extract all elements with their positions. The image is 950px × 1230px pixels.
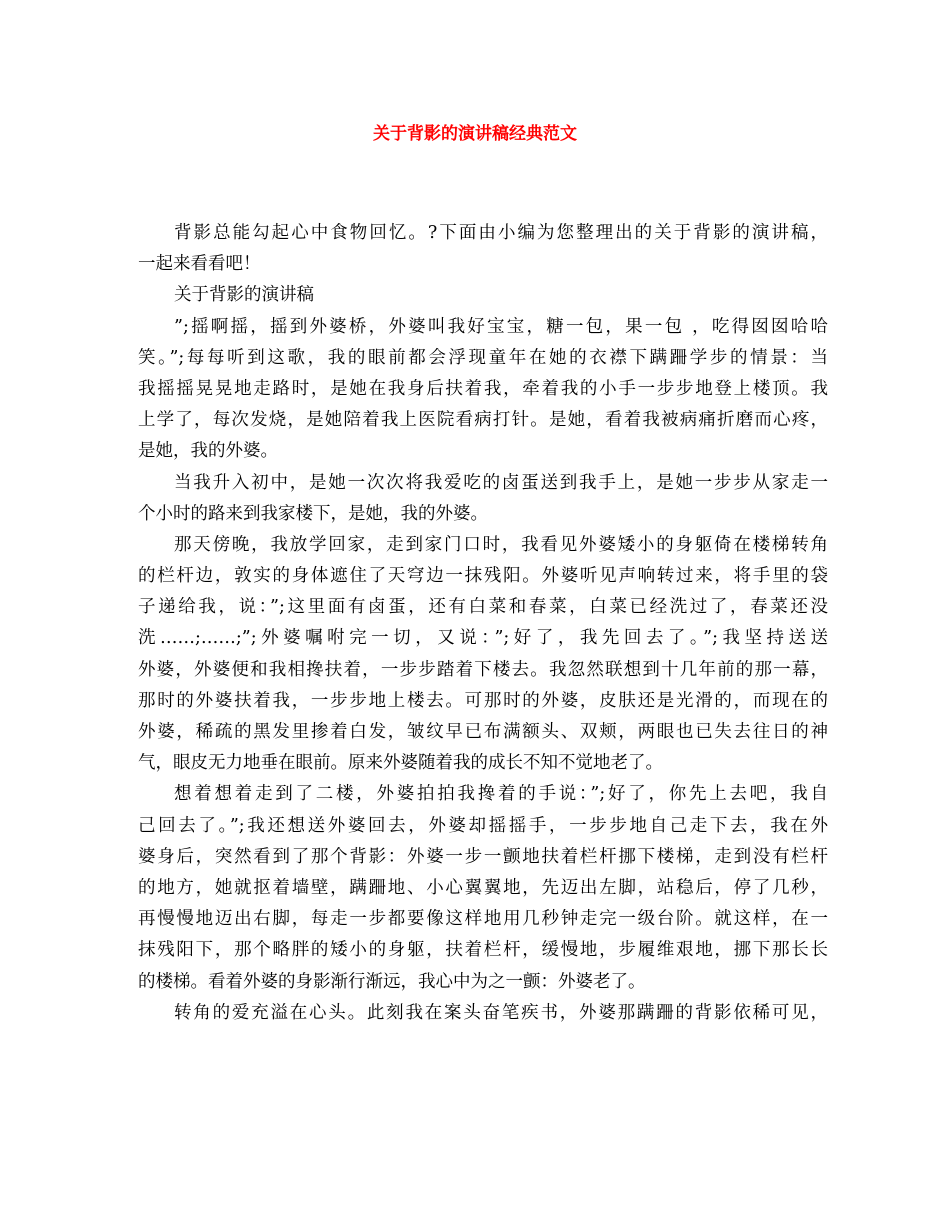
body-line: 关于背影的演讲稿 [174,285,314,306]
body-line: 的地方，她就抠着墙壁，蹒跚地、小心翼翼地，先迈出左脚，站稳后，停了几秒， [138,877,828,898]
body-line: 洗……;……;”;外婆嘱咐完一切，又说：”;好了，我先回去了。”;我坚持送送 [138,628,828,649]
body-line: 外婆，稀疏的黑发里掺着白发，皱纹早已布满额头、双颊，两眼也已失去往日的神 [138,722,828,742]
body-line: 个小时的路来到我家楼下，是她，我的外婆。 [138,503,488,524]
body-line: 那天傍晚，我放学回家，走到家门口时，我看见外婆矮小的身躯倚在楼梯转角 [174,534,828,555]
body-line: 背影总能勾起心中食物回忆。?下面由小编为您整理出的关于背影的演讲稿， [174,223,828,243]
body-line: 外婆，外婆便和我相搀扶着，一步步踏着下楼去。我忽然联想到十几年前的那一幕， [138,659,828,680]
body-line: 转角的爱充溢在心头。此刻我在案头奋笔疾书，外婆那蹒跚的背影依稀可见， [174,1002,828,1023]
body-line: 是她，我的外婆。 [138,441,278,462]
body-line: 我摇摇晃晃地走路时，是她在我身后扶着我，牵着我的小手一步步地登上楼顶。我 [138,378,828,399]
body-line: 想着想着走到了二楼，外婆拍拍我搀着的手说：”;好了，你先上去吧，我自 [174,784,828,805]
body-line: 己回去了。”;我还想送外婆回去，外婆却摇摇手，一步步地自己走下去，我在外 [138,815,828,836]
body-line: 当我升入初中，是她一次次将我爱吃的卤蛋送到我手上，是她一步步从家走一 [174,472,828,493]
body-line: 笑。”;每每听到这歌，我的眼前都会浮现童年在她的衣襟下蹒跚学步的情景：当 [138,347,828,368]
body-line: 的栏杆边，敦实的身体遮住了天穹边一抹残阳。外婆听见声响转过来，将手里的袋 [138,566,828,587]
document-title: 关于背影的演讲稿经典范文 [373,124,577,144]
body-line: 一起来看看吧！ [138,254,261,275]
body-line: 气，眼皮无力地垂在眼前。原来外婆随着我的成长不知不觉地老了。 [138,753,663,774]
body-line: 的楼梯。看着外婆的身影渐行渐远，我心中为之一颤：外婆老了。 [138,971,646,992]
document-body [138,218,828,1029]
body-line: 子递给我，说：”;这里面有卤蛋，还有白菜和春菜，白菜已经洗过了，春菜还没 [138,597,828,618]
body-line: 那时的外婆扶着我，一步步地上楼去。可那时的外婆，皮肤还是光滑的，而现在的 [138,690,828,711]
body-line: 婆身后，突然看到了那个背影：外婆一步一颤地扶着栏杆挪下楼梯，走到没有栏杆 [138,846,828,867]
body-line: ”;摇啊摇，摇到外婆桥，外婆叫我好宝宝，糖一包，果一包 ，吃得囡囡哈哈 [174,316,828,337]
body-line: 抹残阳下，那个略胖的矮小的身躯，扶着栏杆，缓慢地，步履维艰地，挪下那长长 [138,940,828,961]
body-line: 再慢慢地迈出右脚，每走一步都要像这样地用几秒钟走完一级台阶。就这样，在一 [138,909,828,930]
body-line: 上学了，每次发烧，是她陪着我上医院看病打针。是她，看着我被病痛折磨而心疼， [138,410,828,431]
